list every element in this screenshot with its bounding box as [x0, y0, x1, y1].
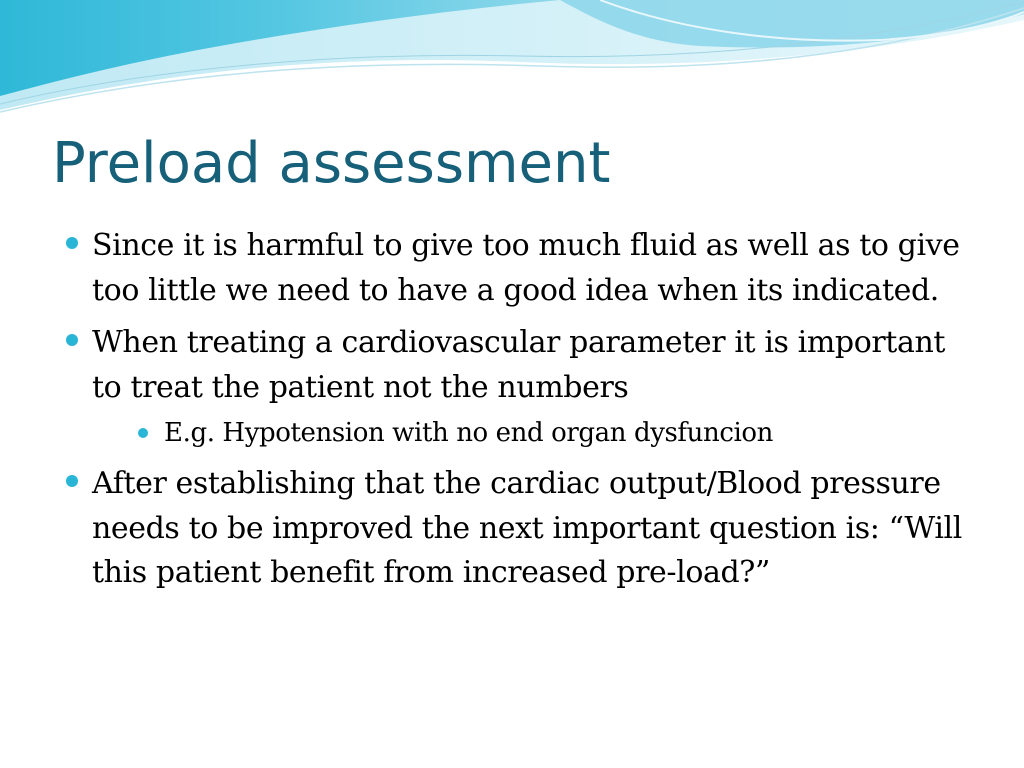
- sub-bullet-item: [134, 412, 962, 454]
- bullet-item: [62, 224, 962, 313]
- bullet-item: [62, 321, 962, 454]
- sub-bullet-text: E.g. Hypotension with no end organ dysfuncion: [164, 418, 774, 448]
- bullet-text: Since it is harmful to give too much fluid as well as to give too little we need to have a good idea when its indicated.: [92, 228, 960, 308]
- bullet-dot-icon: [66, 237, 78, 249]
- bullet-dot-icon: [66, 475, 78, 487]
- bullet-list: [62, 224, 962, 604]
- sub-bullet-dot-icon: [138, 428, 148, 438]
- bullet-text: After establishing that the cardiac output/Blood pressure needs to be improved the next important question is: “Will this patient benefit from increased pre-load?”: [92, 466, 962, 590]
- sub-bullet-list: [92, 412, 962, 454]
- bullet-item: [62, 462, 962, 596]
- bullet-text: When treating a cardiovascular parameter it is important to treat the patient not the numbers: [92, 325, 946, 405]
- slide-title: Preload assessment: [52, 131, 611, 196]
- bullet-dot-icon: [66, 334, 78, 346]
- wave-header-decoration: [0, 0, 1024, 130]
